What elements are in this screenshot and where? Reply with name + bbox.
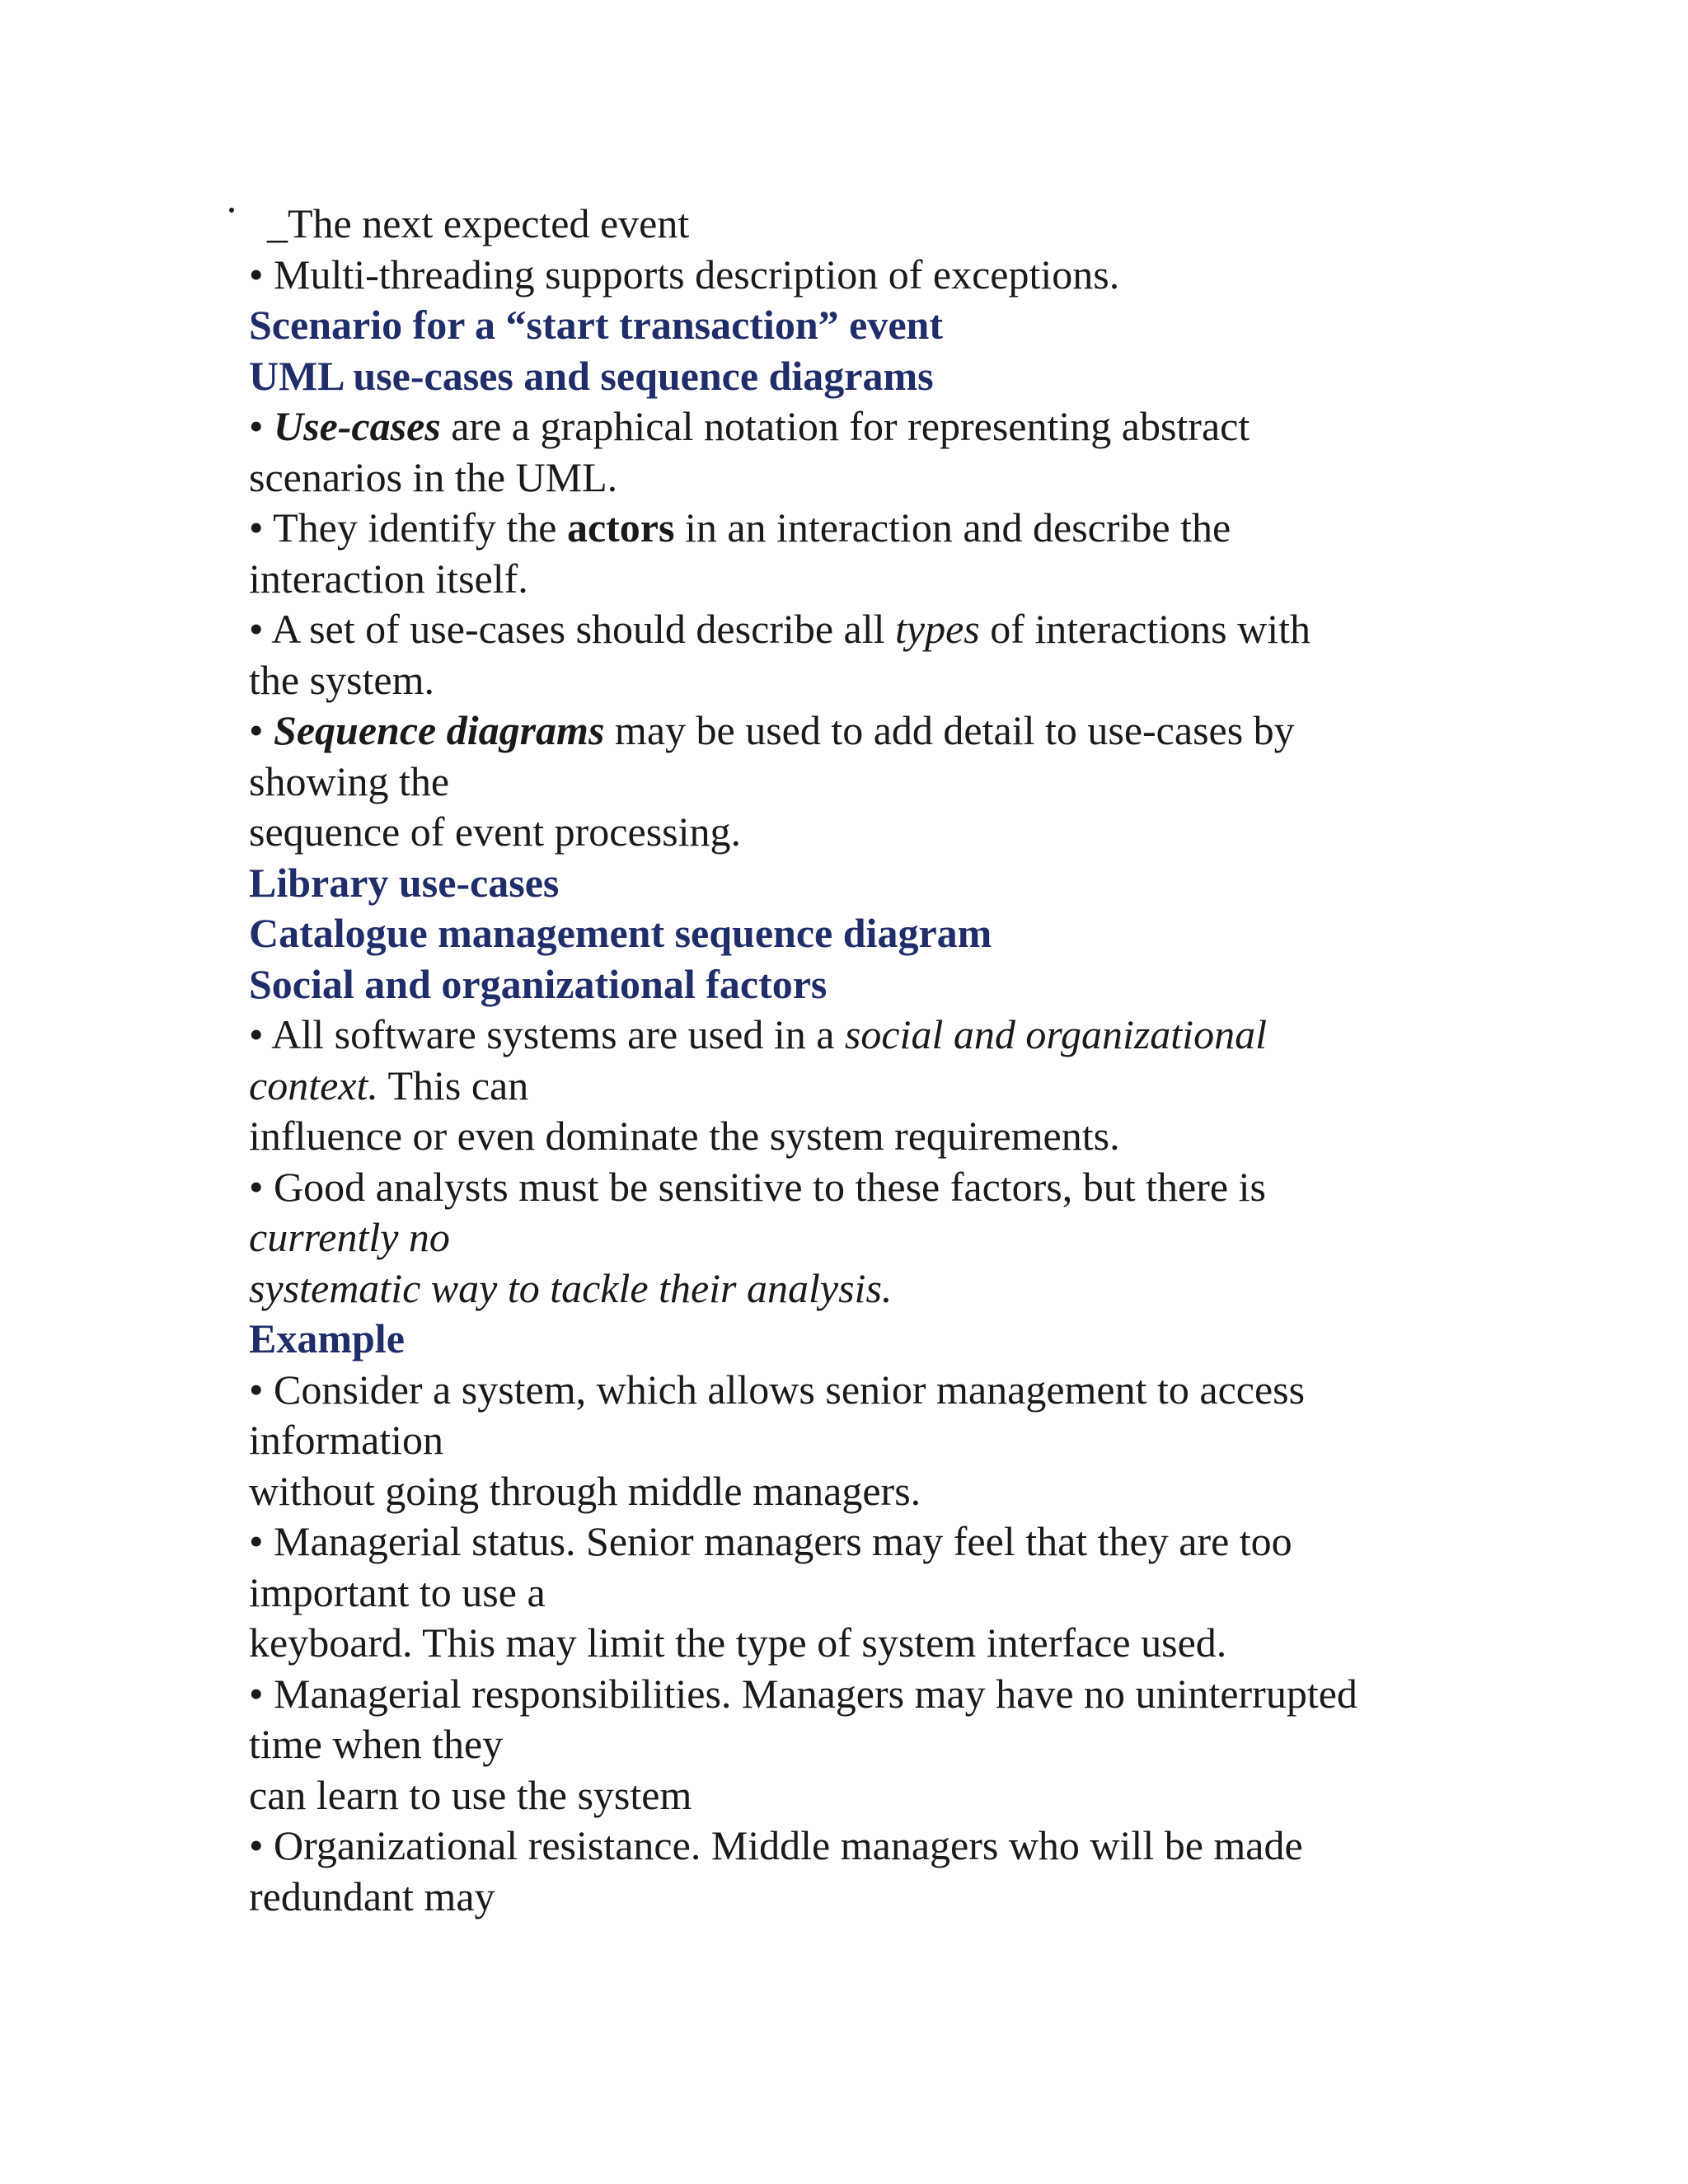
bullet-item (249, 705, 1469, 757)
section-heading: Catalogue management sequence diagram (249, 910, 992, 956)
section-heading: Social and organizational factors (249, 960, 828, 1007)
text-span: • A set of use-cases should describe all (249, 606, 895, 652)
bullet-item (249, 503, 1469, 554)
text-line: information (249, 1417, 444, 1463)
text-line: keyboard. This may limit the type of system interface used. (249, 1619, 1227, 1666)
italic-term: currently no (249, 1214, 450, 1260)
text-line: showing the (249, 757, 450, 804)
text-span: in an interaction and describe the (674, 504, 1231, 551)
italic-term: systematic way to tackle their analysis. (249, 1264, 893, 1311)
bullet-item: • Organizational resistance. Middle managers who will be made (249, 1822, 1303, 1868)
text-line: sequence of event processing. (249, 808, 741, 855)
document-body (249, 199, 1469, 1922)
bullet-item: • Good analysts must be sensitive to these factors, but there is (249, 1163, 1266, 1210)
bullet-item: • Managerial responsibilities. Managers may have no uninterrupted (249, 1670, 1357, 1717)
text-span: are a graphical notation for representing abstract (440, 403, 1250, 449)
text-line: _The next expected event (267, 200, 690, 246)
bullet-item: • Multi-threading supports description of exceptions. (249, 251, 1120, 298)
bullet-item (249, 604, 1469, 655)
emphasis-term: Use-cases (274, 403, 441, 449)
section-heading: Library use-cases (249, 859, 560, 906)
section-heading: Scenario for a “start transaction” event (249, 302, 943, 348)
text-line: scenarios in the UML. (249, 453, 618, 500)
text-line: can learn to use the system (249, 1771, 692, 1818)
section-heading: UML use-cases and sequence diagrams (249, 352, 934, 399)
text-line: redundant may (249, 1872, 495, 1919)
bullet-item: • Managerial status. Senior managers may feel that they are too (249, 1518, 1292, 1564)
bold-term: actors (566, 504, 675, 551)
section-heading: Example (249, 1315, 405, 1361)
text-span: • (249, 707, 274, 753)
bullet-item: • Consider a system, which allows senior management to access (249, 1366, 1306, 1413)
bullet-item (249, 1010, 1469, 1061)
text-line (249, 1212, 1469, 1263)
italic-term: social and organizational (844, 1011, 1267, 1057)
stray-dot-mark (229, 208, 234, 213)
text-line: the system. (249, 656, 434, 703)
text-line: without going through middle managers. (249, 1467, 921, 1514)
text-line: time when they (249, 1721, 504, 1767)
text-span: This can (377, 1062, 529, 1108)
italic-term: context. (249, 1062, 378, 1108)
text-line (249, 1061, 1469, 1112)
bullet-item (249, 401, 1469, 452)
emphasis-term: Sequence diagrams (274, 707, 605, 753)
text-span: may be used to add detail to use-cases by (604, 707, 1295, 753)
text-line: important to use a (249, 1568, 546, 1615)
italic-term: types (894, 606, 980, 652)
text-span: of interactions with (979, 606, 1311, 652)
text-span: • They identify the (249, 504, 567, 551)
text-line: interaction itself. (249, 555, 528, 602)
text-span: • (249, 403, 274, 449)
text-span: • All software systems are used in a (249, 1011, 845, 1057)
text-line (249, 1263, 1469, 1315)
text-line: influence or even dominate the system requirements. (249, 1113, 1120, 1159)
